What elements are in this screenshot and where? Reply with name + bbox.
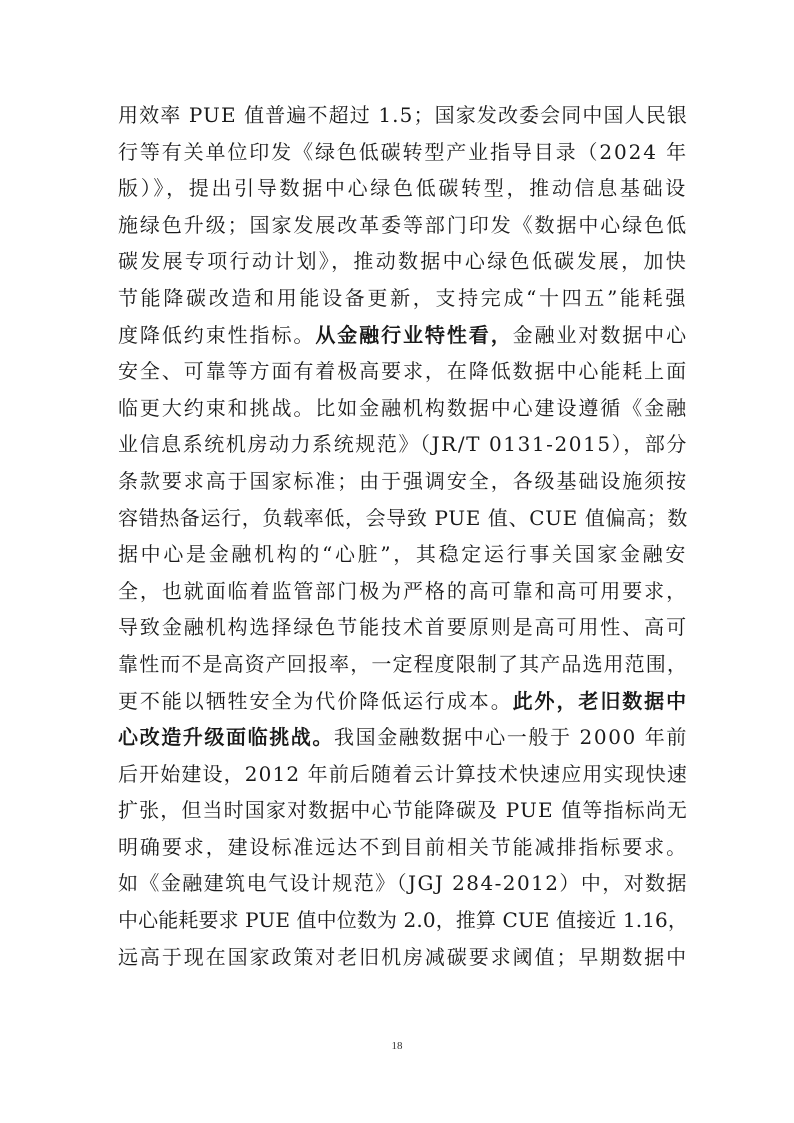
text-line — [118, 207, 688, 244]
text-segment: 用效率 PUE 值普遍不超过 1.5；国家发改委会同中国人民银 — [118, 103, 688, 127]
text-line — [118, 792, 688, 829]
text-line — [118, 536, 688, 573]
text-segment: 中心能耗要求 PUE 值中位数为 2.0，推算 CUE 值接近 1.16， — [118, 908, 688, 933]
text-line — [118, 317, 688, 354]
bold-text-segment: 从金融行业特性看， — [315, 322, 513, 347]
text-line — [118, 463, 688, 500]
text-segment: 安全、可靠等方面有着极高要求，在降低数据中心能耗上面 — [118, 359, 688, 384]
text-segment: 业信息系统机房动力系统规范》（JR/T 0131-2015），部分 — [118, 432, 688, 457]
text-segment: 临更大约束和挑战。比如金融机构数据中心建设遵循《金融 — [118, 395, 688, 420]
text-segment: 金融业对数据中心 — [512, 322, 689, 347]
text-line — [118, 390, 688, 427]
text-line — [118, 902, 688, 939]
text-segment: 度降低约束性指标。 — [118, 322, 316, 347]
text-segment: 施绿色升级；国家发展改革委等部门印发《数据中心绿色低 — [118, 212, 688, 237]
text-segment: 我国金融数据中心一般于 2000 年前 — [334, 725, 688, 750]
text-segment: 条款要求高于国家标准；由于强调安全，各级基础设施须按 — [118, 468, 688, 493]
text-line — [118, 500, 688, 537]
page-number: 18 — [391, 1040, 403, 1052]
text-segment: 碳发展专项行动计划》，推动数据中心绿色低碳发展，加快 — [118, 249, 689, 274]
text-segment: 明确要求，建设标准远达不到目前相关节能减排指标要求。 — [118, 834, 688, 859]
text-segment: 版）》，提出引导数据中心绿色低碳转型，推动信息基础设 — [118, 176, 688, 201]
text-line — [118, 243, 688, 280]
text-segment: 据中心是金融机构的“心脏”，其稳定运行事关国家金融安 — [118, 542, 688, 567]
text-line — [118, 683, 688, 720]
text-line — [118, 865, 688, 902]
text-line — [118, 939, 688, 976]
text-line — [118, 646, 688, 683]
text-line — [118, 829, 688, 866]
text-line — [118, 573, 688, 610]
text-segment: 如《金融建筑电气设计规范》（JGJ 284-2012）中，对数据 — [118, 871, 688, 896]
text-line — [118, 134, 688, 171]
text-line — [118, 609, 688, 646]
text-segment: 行等有关单位印发《绿色低碳转型产业指导目录（2024 年 — [118, 139, 688, 164]
text-line — [118, 756, 688, 793]
text-segment: 靠性而不是高资产回报率，一定程度限制了其产品选用范围， — [118, 651, 688, 676]
text-segment: 更不能以牺牲安全为代价降低运行成本。 — [118, 688, 513, 713]
text-line — [118, 426, 688, 463]
bold-text-segment: 此外，老旧数据中 — [512, 688, 689, 713]
text-line — [118, 719, 688, 756]
text-line — [118, 170, 688, 207]
text-segment: 容错热备运行，负载率低，会导致 PUE 值、CUE 值偏高；数 — [118, 505, 689, 530]
page-body — [118, 97, 688, 975]
text-line — [118, 97, 688, 134]
bold-text-segment: 心改造升级面临挑战。 — [118, 725, 334, 750]
text-line — [118, 353, 688, 390]
text-segment: 节能降碳改造和用能设备更新，支持完成“十四五”能耗强 — [118, 285, 688, 310]
text-segment: 全，也就面临着监管部门极为严格的高可靠和高可用要求， — [118, 578, 688, 603]
text-segment: 后开始建设，2012 年前后随着云计算技术快速应用实现快速 — [118, 761, 688, 786]
text-segment: 扩张，但当时国家对数据中心节能降碳及 PUE 值等指标尚无 — [118, 798, 688, 823]
text-line — [118, 280, 688, 317]
text-segment: 导致金融机构选择绿色节能技术首要原则是高可用性、高可 — [118, 615, 688, 640]
text-segment: 远高于现在国家政策对老旧机房减碳要求阈值；早期数据中 — [118, 944, 688, 969]
